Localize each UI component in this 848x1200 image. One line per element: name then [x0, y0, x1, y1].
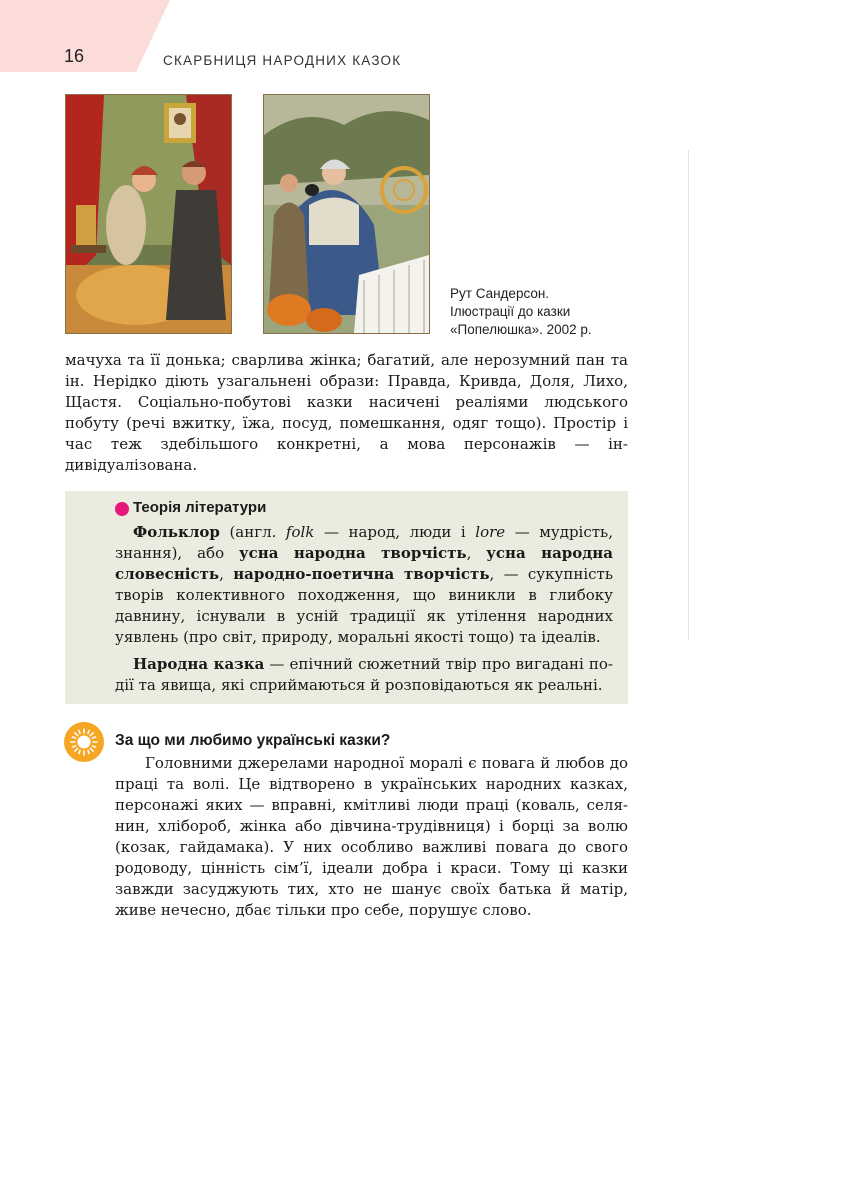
header-tab	[0, 0, 170, 72]
folklore-definition: Фольклор (англ. folk — народ, люди і lore — мудрість, знання), або усна народна творчість, усна народна словесність, народно-поетична творчість, — сукупність творів колективного походження, що виникли в глибоку давнину, існували в усній традиції як утілення народних уявлень (про світ, природу, моральні якості тощо) та ідеалів.	[115, 523, 613, 646]
caption-line: «Попелюшка». 2002 р.	[450, 322, 592, 337]
word-folk: folk	[285, 523, 315, 541]
caption-line: Рут Сандерсон.	[450, 286, 550, 301]
word-lore: lore	[475, 523, 506, 541]
folk-tale-definition: Народна казка — епічний сюжетний твір про вигадані події та явища, які сприймаються й розповідаються як реальні.	[115, 655, 613, 694]
intro-paragraph: мачуха та її донька; сварлива жінка; багатий, але нерозумний пан та ін. Нерідко діють узагальнені образи: Правда, Кривда, Доля, Лихо, Щастя. Соціально-побутові казки насичені реаліями людського побуту (речі вжитку, їжа, посуд, помешкання, одяг тощо). Простір і час теж здебільшого конкретні, а мова персонажів — індивідуалізована.	[65, 351, 628, 474]
section-title: СКАРБНИЦЯ НАРОДНИХ КАЗОК	[163, 53, 402, 68]
term-folk-poetic-art: народно-поетична творчість	[233, 565, 490, 583]
illustration-cinderella-room	[65, 94, 232, 334]
illustration-caption	[450, 285, 630, 339]
page-number: 16	[64, 46, 85, 66]
question-heading: За що ми любимо українські казки?	[115, 732, 391, 749]
term-oral-folk-literature: усна народна словесність	[115, 544, 613, 583]
question-paragraph: Головними джерелами народної моралі є повага й любов до праці та волі. Це відтворено в українських народних казках, персонажі яких — вправні, кмітливі люди праці (коваль, селянин, хлібороб, жінка або дівчина-трудівниця) і борці за волю (козак, гайдамака). У них особливо важливі повага до свого родоводу, цінність сім’ї, ідеали добра і краси. Тому ці казки завжди засуджують тих, хто не шанує своїх батька й матір, живе нечесно, дбає тільки про себе, порушує слово.	[115, 754, 628, 919]
sun-icon	[64, 722, 104, 762]
page-edge-rule	[688, 150, 689, 640]
theory-heading: Теорія літератури	[133, 499, 267, 516]
term-folklore: Фольклор	[133, 523, 220, 541]
illustration-cinderella-fairy	[263, 94, 430, 334]
caption-line: Ілюстрації до казки	[450, 304, 571, 319]
term-oral-folk-art: усна народна творчість	[239, 544, 467, 562]
term-folk-tale: Народна казка	[133, 655, 265, 673]
pink-dot-icon	[115, 502, 129, 516]
